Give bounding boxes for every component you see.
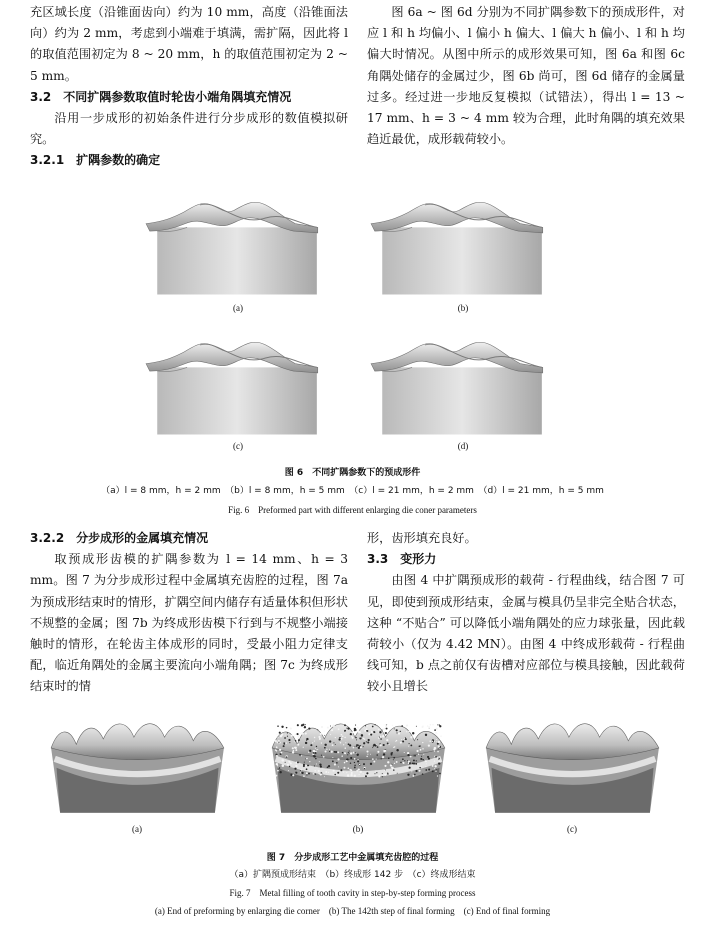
figure-7c-gear-image: [470, 712, 675, 820]
figure-6d-preform-image: [360, 330, 565, 442]
figure-7a-label: (a): [132, 824, 142, 834]
figure-6c-label: (c): [233, 441, 243, 451]
figure-7b-gear-mesh-image: [256, 712, 461, 820]
paragraph: 充区域长度（沿锥面齿向）约为 10 mm，高度（沿锥面法向）约为 2 mm，考虑到小端难于填满，需扩隔，因此将 l 的取值范围初定为 8 ~ 20 mm，h 的取值范围初定为 2 ~ 5 mm。: [30, 5, 348, 83]
right-column-middle: [367, 528, 685, 698]
paragraph: 取预成形齿模的扩隅参数为 l = 14 mm、h = 3 mm。图 7 为分步成形过程中金属填充齿腔的过程，图 7a 为预成形结束时的情形，扩隅空间内储存有适量体积但形状不规整的金属；图 7b 为终成形齿模下行到与不规整小端接触时的情形，在轮齿主体成形的同时，受最小阻力定律支配，临近角隅处的金属主要流向小端角隅；图 7c 为终成形结束时的情: [30, 552, 348, 694]
right-column-top: [367, 2, 685, 150]
paragraph: 形，齿形填充良好。: [367, 531, 477, 545]
figure-7a-gear-image: [35, 712, 240, 820]
figure-7-title: 图 7 分步成形工艺中金属填充齿腔的过程: [266, 853, 439, 863]
figure-7-english-subcaptions: (a) End of preforming by enlarging die corner (b) The 142th step of final forming (c) End of final forming: [154, 906, 551, 916]
figure-6a-preform-image: [135, 190, 340, 302]
paragraph: 沿用一步成形的初始条件进行分步成形的数值模拟研究。: [30, 111, 348, 147]
section-heading-3-2-1: 3.2.1 扩隅参数的确定: [30, 153, 161, 168]
section-heading-3-3: 3.3 变形力: [367, 552, 437, 567]
paragraph: 由图 4 中扩隅预成形的载荷 - 行程曲线，结合图 7 可见，即使到预成形结束，金属与模具仍呈非完全贴合状态，这种 “不贴合” 可以降低小端角隅处的应力球张量，因此载荷较小（仅为 4.42 MN）。由图 4 中终成形载荷 - 行程曲线可知，b 点之前仅有齿槽对应部位与模具接触，因此载荷较小且增长: [367, 573, 685, 694]
left-column-top: [30, 2, 348, 172]
section-heading-3-2: 3.2 不同扩隅参数取值时轮齿小端角隅填充情况: [30, 89, 292, 104]
figure-7c-label: (c): [567, 824, 577, 834]
figure-6-subcaptions: （a）l = 8 mm，h = 2 mm （b）l = 8 mm，h = 5 mm （c）l = 21 mm，h = 2 mm （d）l = 21 mm，h = 5 mm: [101, 486, 604, 496]
figure-7-subcaptions: （a）扩隅预成形结束 （b）终成形 142 步 （c）终成形结束: [229, 870, 476, 880]
paragraph: 图 6a ~ 图 6d 分别为不同扩隅参数下的预成形件，对应 l 和 h 均偏小、l 偏小 h 偏大、l 偏大 h 偏小、l 和 h 均偏大时情况。从图中所示的成形效果可知，图 6a 和图 6c 角隅处储存的金属过少，图 6b 尚可，图 6d 储存的金属量过多。经过进一步地反复模拟（试错法），得出 l = 13 ~ 17 mm、h = 3 ~ 4 mm 较为合理，此时角隅的填充效果趋近最优，成形载荷较小。: [367, 5, 685, 147]
figure-6a-label: (a): [233, 303, 243, 313]
figure-7b-label: (b): [352, 824, 364, 834]
figure-6-title: 图 6 不同扩隅参数下的预成形件: [284, 468, 421, 478]
figure-6b-preform-image: [360, 190, 565, 302]
figure-7-english-title: Fig. 7 Metal filling of tooth cavity in step-by-step forming process: [229, 888, 476, 898]
left-column-middle: [30, 528, 348, 698]
figure-6-english-title: Fig. 6 Preformed part with different enlarging die coner parameters: [228, 505, 477, 515]
figure-6d-label: (d): [457, 441, 469, 451]
section-heading-3-2-2: 3.2.2 分步成形的金属填充情况: [30, 531, 209, 545]
figure-6b-label: (b): [457, 303, 469, 313]
figure-6c-preform-image: [135, 330, 340, 442]
